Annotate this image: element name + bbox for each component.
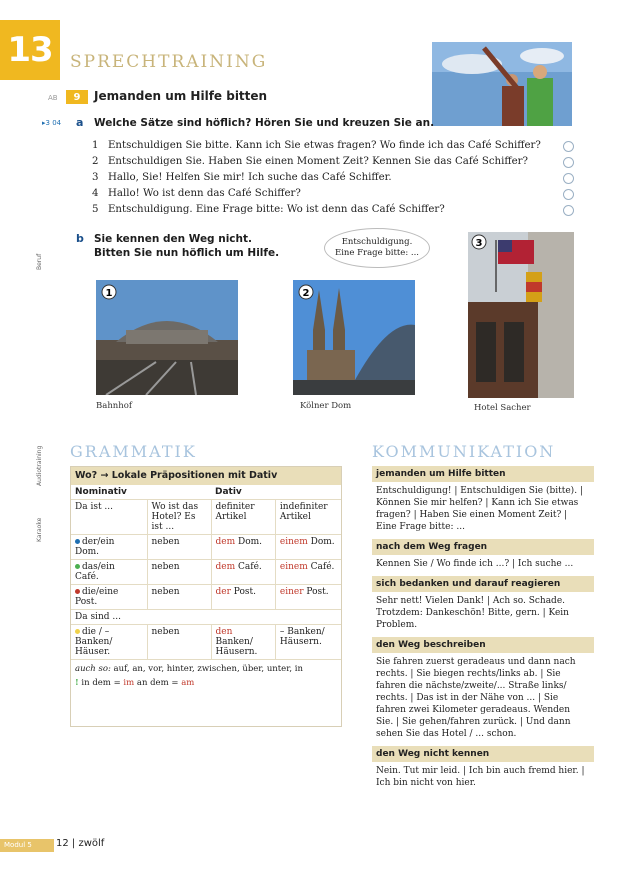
exclamation-icon: !: [75, 678, 79, 688]
photo-number-1: 1: [105, 288, 113, 299]
answer-checkbox[interactable]: [563, 173, 574, 184]
kom-text: Sie fahren zuerst geradeaus und dann nach rechts. | Sie biegen rechts/links ab. | Sie fahren die nächste/zweite/... Straße links/ rechts. | Das ist in der Nähe von ... | Sie fahren zwei Kilometer geradeaus. Wenden Sie. | Sie gehen/fahren zurück. | Und dann sehen Sie das Hotel / ... schon.: [376, 657, 576, 739]
table-row: Da sind ...: [71, 610, 341, 625]
grammatik-title: GRAMMATIK: [70, 442, 197, 461]
sentence-item: 2 Entschuldigen Sie. Haben Sie einen Moment Zeit? Kennen Sie das Café Schiffer?: [92, 154, 572, 170]
exercise-title: Jemanden um Hilfe bitten: [94, 89, 268, 103]
task-a-letter: a: [76, 116, 84, 129]
task-b-line2: Bitten Sie nun höflich um Hilfe.: [94, 247, 280, 259]
kom-text: Nein. Tut mir leid. | Ich bin auch fremd hier. | Ich bin nicht von hier.: [376, 766, 585, 788]
answer-checkbox[interactable]: [563, 205, 574, 216]
table-row: der/ein Dom. neben dem Dom. einem Dom.: [71, 535, 341, 560]
workbook-ref: AB: [48, 94, 58, 102]
chapter-number-badge: 13: [0, 20, 60, 80]
also-note: auch so: auf, an, vor, hinter, zwischen, über, unter, in: [75, 664, 303, 674]
plural-dot: [75, 629, 80, 634]
photo-hotel-sacher: [468, 232, 574, 398]
task-a-instruction: Welche Sätze sind höflich? Hören Sie und kreuzen Sie an.: [94, 117, 435, 129]
answer-checkbox[interactable]: [563, 141, 574, 152]
sentence-item: 5 Entschuldigung. Eine Frage bitte: Wo ist denn das Café Schiffer?: [92, 202, 572, 218]
table-row: [71, 485, 341, 500]
kom-heading: den Weg nicht kennen: [372, 746, 594, 762]
kom-heading: nach dem Weg fragen: [372, 539, 594, 555]
page-number: 12 | zwölf: [56, 838, 105, 849]
contraction-note: ! in dem = im an dem = am: [75, 678, 195, 688]
table-row: die / – Banken/ Häuser. neben den Banken/ Häusern. – Banken/ Häusern.: [71, 625, 341, 660]
table-row: die/eine Post. neben der Post. einer Post.: [71, 585, 341, 610]
photo-bahnhof: [96, 280, 238, 395]
photo-koelner-dom: [293, 280, 415, 395]
kom-text: Sehr nett! Vielen Dank! | Ach so. Schade. Trotzdem: Dankeschön! Bitte, gern. | Kein Problem.: [376, 596, 569, 630]
caption-hotel-sacher: Hotel Sacher: [474, 403, 531, 413]
task-b-letter: b: [76, 232, 84, 245]
exercise-number-badge: 9: [66, 90, 88, 104]
photo-number-3: 3: [475, 238, 483, 249]
kommunikation-title: KOMMUNIKATION: [372, 442, 556, 461]
modul-tab: Modul 5: [0, 839, 54, 852]
kom-heading: den Weg beschreiben: [372, 637, 594, 653]
caption-koelner-dom: Kölner Dom: [300, 401, 352, 411]
side-tab-karaoke[interactable]: Karaoke: [36, 517, 43, 542]
photo-people-pointing: [432, 42, 572, 126]
sentence-item: 3 Hallo, Sie! Helfen Sie mir! Ich suche das Café Schiffer.: [92, 170, 572, 186]
grammar-table: [71, 485, 341, 660]
col-dativ: Dativ: [211, 485, 341, 500]
audio-track-ref[interactable]: ▸3 04: [42, 119, 62, 127]
kommunikation-box: [372, 466, 594, 795]
answer-checkbox[interactable]: [563, 157, 574, 168]
kom-heading: jemanden um Hilfe bitten: [372, 466, 594, 482]
col-nominativ: Nominativ: [71, 485, 147, 500]
feminine-dot: [75, 589, 80, 594]
table-row: Da ist ... Wo ist das Hotel? Es ist ... definiter Artikel indefiniter Artikel: [71, 500, 341, 535]
side-tab-beruf: Beruf: [36, 253, 43, 270]
kom-text: Kennen Sie / Wo finde ich ...? | Ich suche ...: [376, 559, 574, 569]
sentence-item: 4 Hallo! Wo ist denn das Café Schiffer?: [92, 186, 572, 202]
caption-bahnhof: Bahnhof: [96, 401, 133, 411]
neuter-dot: [75, 564, 80, 569]
kom-text: Entschuldigung! | Entschuldigen Sie (bitte). | Können Sie mir helfen? | Kann ich Sie etwas fragen? | Haben Sie einen Moment Zeit? | Eine Frage bitte: ...: [376, 486, 583, 532]
side-tab-audiotraining[interactable]: Audiotraining: [36, 445, 43, 486]
grammar-box-title: Wo? → Lokale Präpositionen mit Dativ: [71, 467, 341, 485]
section-title: SPRECHTRAINING: [70, 52, 268, 72]
speech-bubble: Entschuldigung. Eine Frage bitte: ...: [324, 228, 430, 268]
masculine-dot: [75, 539, 80, 544]
answer-checkbox[interactable]: [563, 189, 574, 200]
sentence-list: [92, 138, 572, 218]
photo-number-2: 2: [302, 288, 310, 299]
grammar-box: [70, 466, 342, 727]
task-b-line1: Sie kennen den Weg nicht.: [94, 233, 253, 245]
kom-heading: sich bedanken und darauf reagieren: [372, 576, 594, 592]
table-row: das/ein Café. neben dem Café. einem Café.: [71, 560, 341, 585]
sentence-item: 1 Entschuldigen Sie bitte. Kann ich Sie etwas fragen? Wo finde ich das Café Schiffer?: [92, 138, 572, 154]
